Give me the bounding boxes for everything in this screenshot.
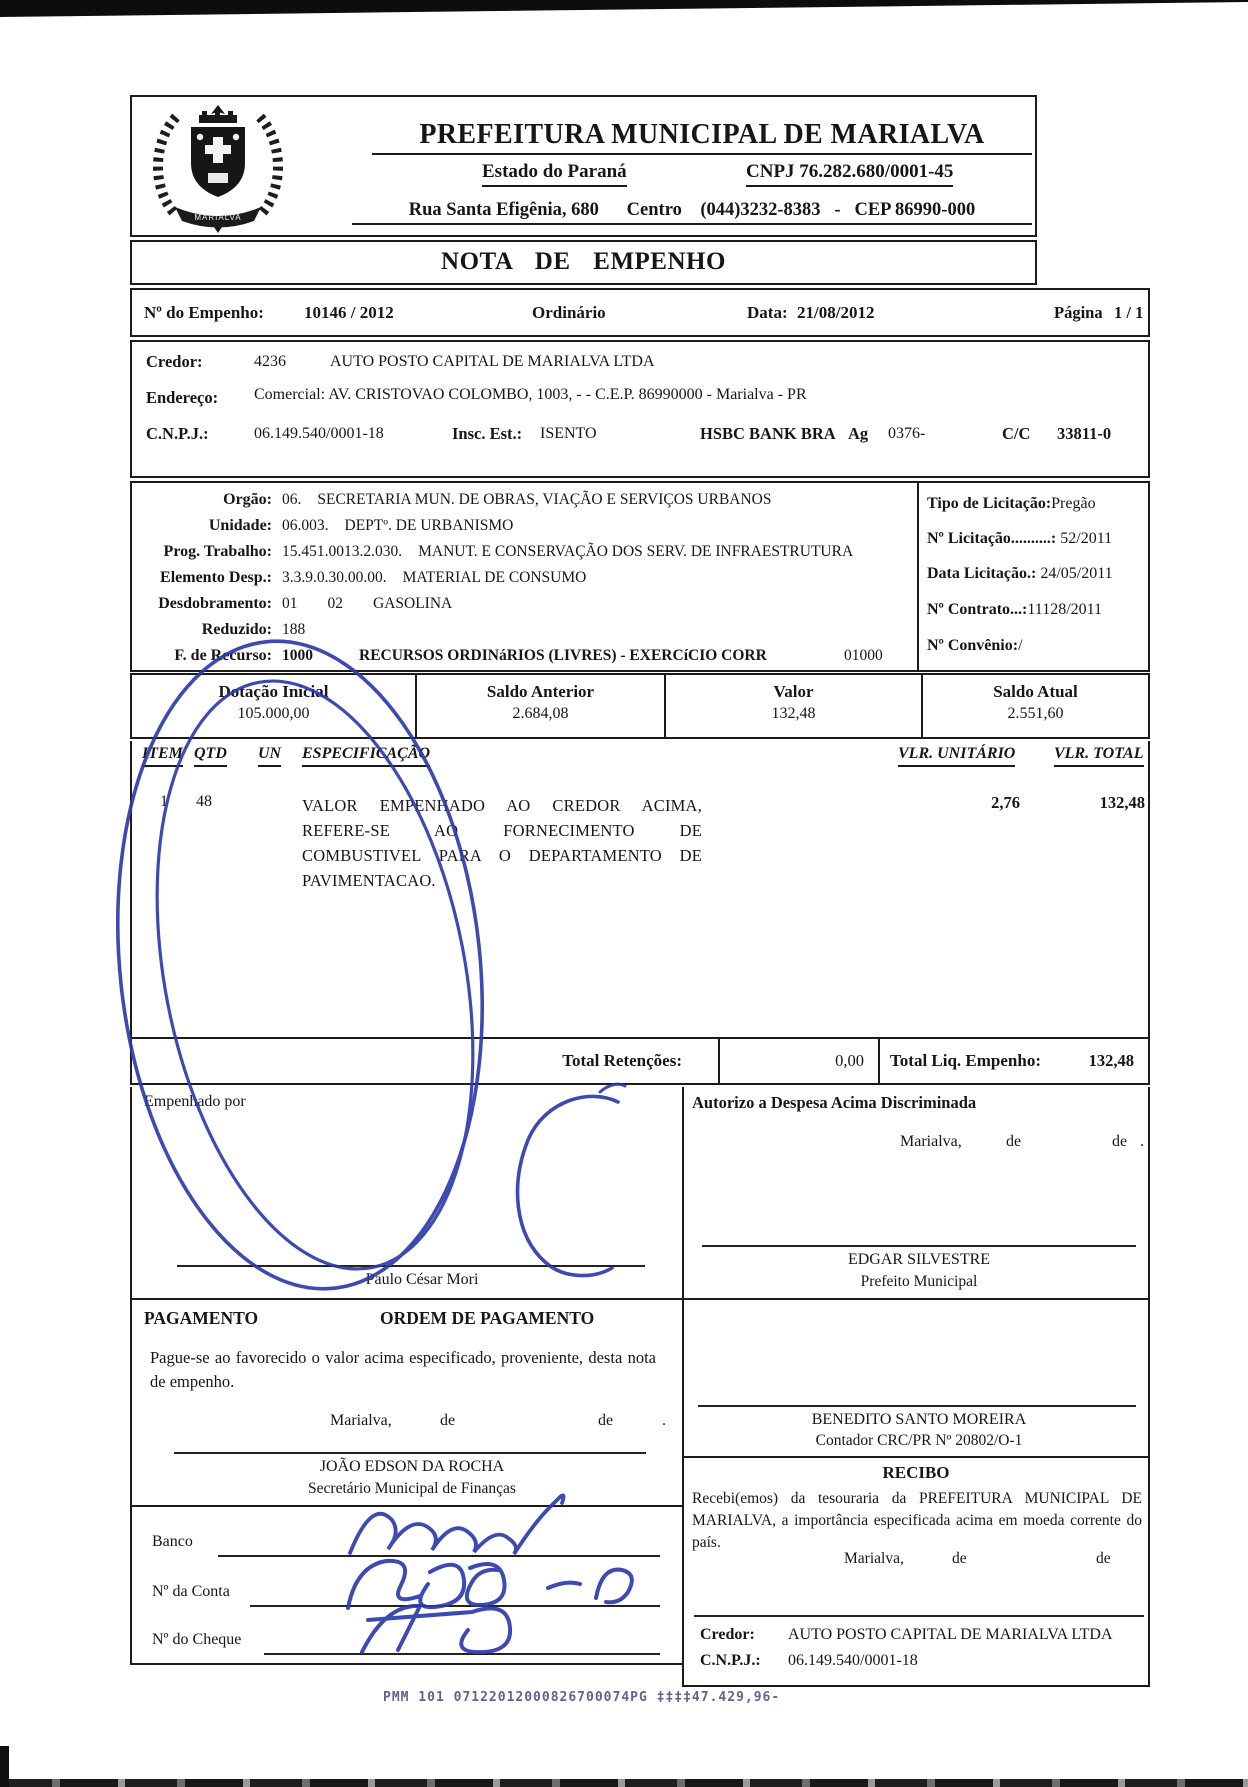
entity-cnpj: CNPJ 76.282.680/0001-45 [746, 161, 953, 187]
valor-label: Valor [773, 682, 814, 701]
valor-cell [666, 675, 923, 737]
orcamento-box [130, 481, 1150, 672]
cheque-line [264, 1653, 660, 1655]
contador-title: Contador CRC/PR Nº 20802/O-1 [815, 1432, 1023, 1449]
item-vlr-unitario: 2,76 [991, 793, 1020, 812]
pagamento-de2: de [598, 1412, 614, 1429]
endereco-value: Comercial: AV. CRISTOVAO COLOMBO, 1003, - - C.E.P. 86990000 - Marialva - PR [254, 386, 807, 403]
autorizo-title: Autorizo a Despesa Acima Discriminada [692, 1093, 977, 1112]
doc-title-box [130, 240, 1037, 285]
cc-value: 33811-0 [1057, 424, 1112, 443]
contador-name: BENEDITO SANTO MOREIRA [811, 1411, 1027, 1428]
retencoes-value-cell [720, 1039, 880, 1083]
prog-trabalho-label: Prog. Trabalho: [163, 543, 272, 560]
doc-title: NOTA DE EMPENHO [441, 248, 726, 275]
orcamento-divider [917, 483, 919, 670]
ordem-pagamento-text: Pague-se ao favorecido o valor acima especificado, proveniente, desta nota de empenho. [150, 1348, 656, 1391]
scan-bottom-dash-artifact [0, 1779, 1248, 1787]
recibo-cnpj-label: C.N.P.J.: [700, 1652, 761, 1669]
autorizo-city: Marialva, [900, 1133, 962, 1150]
col-qtd-header: QTD [194, 745, 227, 767]
item-vlr-total: 132,48 [1099, 793, 1145, 812]
num-licitacao-row [927, 530, 1112, 548]
prog-trabalho-code: 15.451.0013.2.030. [282, 543, 403, 560]
empenho-date-label: Data: [747, 303, 788, 322]
secretario-title: Secretário Municipal de Finanças [308, 1480, 516, 1497]
convenio-value: / [1018, 637, 1023, 654]
liq-empenho-label: Total Liq. Empenho: [890, 1051, 1041, 1070]
entity-address: Rua Santa Efigênia, 680 Centro (044)3232-8383 - CEP 86990-000 [352, 200, 1032, 225]
ordem-pagamento-title: ORDEM DE PAGAMENTO [380, 1308, 595, 1328]
orgao-desc: SECRETARIA MUN. DE OBRAS, VIAÇÃO E SERVIÇOS URBANOS [317, 491, 772, 508]
empenho-number-label: Nº do Empenho: [144, 303, 264, 322]
data-licitacao-value: 24/05/2011 [1040, 565, 1113, 582]
desdobramento-desc: GASOLINA [373, 595, 453, 612]
prefeito-signature-line [702, 1245, 1136, 1247]
recibo-section [684, 1458, 1148, 1687]
cheque-label: Nº do Cheque [152, 1631, 242, 1648]
scan-left-edge-artifact [0, 1746, 9, 1787]
elemento-desp-desc: MATERIAL DE CONSUMO [402, 569, 587, 586]
desdobramento-label: Desdobramento: [158, 595, 272, 612]
empenho-number-row [130, 288, 1150, 337]
machine-validation-line: PMM 101 07122012000826700074PG ‡‡‡‡47.429,96- [383, 1690, 781, 1705]
convenio-label: Nº Convênio: [927, 637, 1019, 654]
num-licitacao-label: Nº Licitação..........: [927, 530, 1057, 547]
credor-label: Credor: [146, 352, 203, 371]
pagamento-period: . [662, 1412, 666, 1429]
saldo-anterior-value: 2.684,08 [512, 705, 569, 722]
prefeito-name: EDGAR SILVESTRE [847, 1251, 991, 1268]
empenhado-signer: Paulo César Mori [365, 1271, 479, 1288]
secretario-name: JOÃO EDSON DA ROCHA [319, 1458, 505, 1475]
header-box [130, 95, 1037, 237]
reduzido-code: 188 [282, 621, 306, 638]
banco-label: Banco [152, 1533, 193, 1550]
prefeito-title: Prefeito Municipal [860, 1273, 978, 1290]
tipo-licitacao-label: Tipo de Licitação: [927, 495, 1052, 512]
credor-name: AUTO POSTO CAPITAL DE MARIALVA LTDA [330, 353, 655, 370]
convenio-row [927, 637, 1023, 655]
page-value: 1 / 1 [1114, 303, 1144, 322]
insc-value: ISENTO [540, 425, 597, 442]
conta-line [250, 1605, 660, 1607]
fonte-recurso-label: F. de Recurso: [174, 647, 272, 664]
saldo-atual-label: Saldo Atual [993, 682, 1078, 701]
col-un-header: UN [258, 745, 281, 767]
recibo-title: RECIBO [882, 1463, 950, 1482]
unidade-code: 06.003. [282, 517, 329, 534]
pagamento-city: Marialva, [330, 1412, 392, 1429]
col-item-header: ITEM [142, 745, 183, 767]
banco-section [132, 1507, 684, 1665]
page-label: Página [1054, 303, 1103, 322]
pagamento-section [132, 1300, 684, 1507]
empenho-date-value: 21/08/2012 [797, 303, 875, 322]
fonte-recurso-row [140, 647, 767, 665]
recibo-de1: de [952, 1550, 967, 1567]
saldo-atual-value: 2.551,60 [1007, 705, 1064, 722]
liq-empenho-value: 132,48 [1088, 1051, 1134, 1070]
contrato-label: Nº Contrato...: [927, 601, 1028, 618]
recibo-credor-label: Credor: [700, 1626, 755, 1643]
conta-label: Nº da Conta [152, 1583, 230, 1600]
recibo-text: Recebi(emos) da tesouraria da PREFEITURA MUNICIPAL DE MARIALVA, a importância especificada acima em moeda corrente do país. [692, 1490, 1142, 1551]
autorizo-de1: de [1006, 1133, 1022, 1150]
num-licitacao-value: 52/2011 [1060, 530, 1113, 547]
pagamento-de1: de [440, 1412, 456, 1429]
unidade-desc: DEPTº. DE URBANISMO [344, 517, 514, 534]
right-signature-column [682, 1087, 1150, 1687]
recibo-cnpj-value: 06.149.540/0001-18 [788, 1652, 918, 1669]
recibo-de2: de [1096, 1550, 1111, 1567]
svg-text:MARIALVA: MARIALVA [194, 213, 242, 222]
cc-label: C/C [1002, 424, 1031, 443]
desdobramento-row [140, 595, 452, 613]
banco-line [218, 1555, 660, 1557]
prog-trabalho-row [140, 543, 853, 561]
secretario-signature-line [174, 1452, 646, 1454]
reduzido-label: Reduzido: [201, 621, 272, 638]
dotacao-value: 105.000,00 [237, 705, 310, 722]
data-licitacao-row [927, 565, 1113, 583]
empenho-number-value: 10146 / 2012 [304, 303, 394, 322]
fonte-recurso-extra: 01000 [844, 647, 883, 664]
col-vlr-total-header: VLR. TOTAL [1054, 745, 1144, 767]
desdobramento-code: 01 [282, 595, 298, 612]
retencoes-label-cell [132, 1039, 720, 1083]
cnpj-label: C.N.P.J.: [146, 424, 209, 443]
prog-trabalho-desc: MANUT. E CONSERVAÇÃO DOS SERV. DE INFRAESTRUTURA [418, 543, 854, 560]
orgao-row [140, 491, 771, 509]
credor-box [130, 340, 1150, 478]
elemento-desp-code: 3.3.9.0.30.00.00. [282, 569, 387, 586]
desdobramento-code2: 02 [327, 595, 343, 612]
col-espec-header: ESPECIFICAÇÃO [302, 745, 430, 767]
recibo-city: Marialva, [844, 1550, 904, 1567]
liq-empenho-cell [880, 1039, 1148, 1083]
endereco-label: Endereço: [146, 388, 219, 407]
agencia-value: 0376- [888, 425, 926, 442]
itens-table [130, 741, 1150, 1037]
saldos-row [130, 673, 1150, 739]
empenhado-section [132, 1087, 684, 1300]
unidade-row [140, 517, 513, 535]
reduzido-row [140, 621, 305, 639]
entity-title: PREFEITURA MUNICIPAL DE MARIALVA [372, 119, 1032, 155]
tipo-licitacao-row [927, 495, 1096, 513]
autorizo-period: . [1140, 1133, 1144, 1150]
scan-top-edge-artifact [0, 0, 1248, 17]
retencoes-value: 0,00 [835, 1051, 864, 1070]
retencoes-label: Total Retenções: [562, 1051, 682, 1070]
elemento-desp-row [140, 569, 586, 587]
contrato-row [927, 601, 1102, 619]
unidade-label: Unidade: [208, 517, 272, 534]
valor-value: 132,48 [771, 705, 816, 722]
item-qtd: 48 [196, 793, 212, 810]
empenho-modality: Ordinário [532, 303, 606, 322]
empenhado-signature-line [177, 1265, 645, 1267]
agencia-label: Ag [848, 424, 869, 443]
banco-credor: HSBC BANK BRA [700, 424, 836, 443]
recibo-signature-line [694, 1615, 1144, 1617]
elemento-desp-label: Elemento Desp.: [160, 569, 272, 586]
municipal-crest [142, 101, 294, 233]
dotacao-label: Dotação Inicial [218, 682, 329, 701]
item-number: 1 [160, 793, 168, 810]
item-espec: VALOR EMPENHADO AO CREDOR ACIMA, REFERE-SE AO FORNECIMENTO DE COMBUSTIVEL PARA O DEPARTAMENTO DE PAVIMENTACAO. [302, 796, 702, 890]
entity-state: Estado do Paraná [482, 161, 627, 187]
fonte-recurso-code: 1000 [282, 647, 313, 664]
contador-section [684, 1300, 1148, 1458]
insc-label: Insc. Est.: [452, 424, 523, 443]
contrato-value: 11128/2011 [1027, 601, 1103, 618]
orgao-label: Orgão: [223, 491, 272, 508]
tipo-licitacao-value: Pregão [1051, 495, 1096, 512]
totais-row [130, 1037, 1150, 1085]
orgao-code: 06. [282, 491, 302, 508]
dotacao-cell [132, 675, 417, 737]
credor-code: 4236 [254, 353, 286, 370]
pagamento-title: PAGAMENTO [144, 1308, 259, 1328]
data-licitacao-label: Data Licitação.: [927, 565, 1037, 582]
recibo-credor-value: AUTO POSTO CAPITAL DE MARIALVA LTDA [788, 1626, 1113, 1643]
cnpj-value: 06.149.540/0001-18 [254, 425, 384, 442]
fonte-recurso-desc: RECURSOS ORDINáRIOS (LIVRES) - EXERCíCIO CORR [359, 647, 767, 664]
saldo-anterior-cell [417, 675, 666, 737]
autorizo-section [684, 1087, 1148, 1300]
autorizo-de2: de [1112, 1133, 1128, 1150]
empenhado-label: Empenhado por [144, 1093, 246, 1110]
left-signature-column [130, 1087, 684, 1665]
contador-signature-line [698, 1405, 1136, 1407]
saldo-anterior-label: Saldo Anterior [486, 682, 595, 701]
col-vlr-unitario-header: VLR. UNITÁRIO [898, 745, 1015, 767]
saldo-atual-cell [923, 675, 1148, 737]
